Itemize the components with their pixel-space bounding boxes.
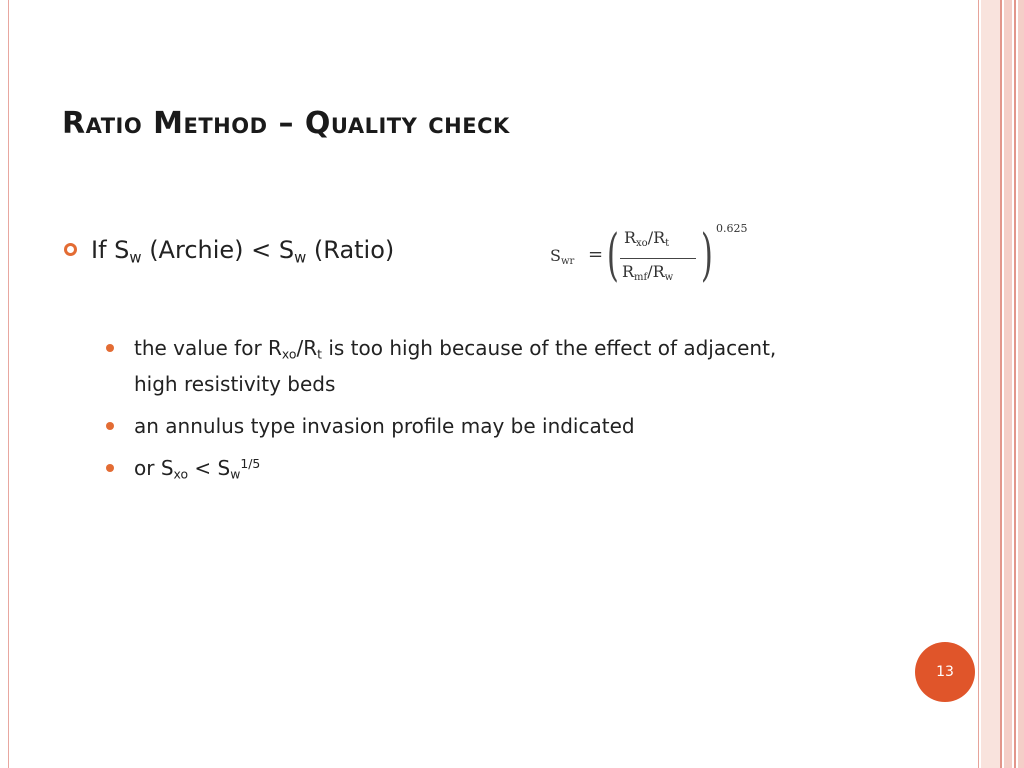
text: S bbox=[550, 246, 561, 265]
ratio-formula bbox=[548, 222, 758, 292]
bullet-dot-icon bbox=[106, 344, 114, 352]
bullet-dot-icon bbox=[106, 422, 114, 430]
subscript: w bbox=[129, 248, 142, 267]
text: /R bbox=[647, 262, 665, 281]
ring-bullet-icon bbox=[64, 243, 77, 256]
main-bullet bbox=[64, 236, 395, 267]
formula-numerator bbox=[624, 228, 669, 247]
text: is too high because of the effect of adjacent, high resistivity beds bbox=[134, 336, 777, 396]
text: R bbox=[622, 262, 635, 281]
formula-lhs bbox=[550, 246, 574, 265]
formula-exponent: 0.625 bbox=[716, 222, 748, 235]
stripe bbox=[1000, 0, 1002, 768]
formula-denominator bbox=[622, 262, 673, 281]
sub-bullet-list bbox=[104, 330, 804, 486]
stripe bbox=[1014, 0, 1016, 768]
text: (Archie) < S bbox=[141, 236, 295, 264]
left-border-line bbox=[8, 0, 9, 768]
subscript: xo bbox=[636, 238, 648, 249]
right-paren: ) bbox=[700, 223, 713, 288]
fraction-bar bbox=[620, 258, 696, 259]
slide-title: Ratio Method – Quality check bbox=[62, 106, 510, 141]
subscript: t bbox=[317, 346, 322, 362]
formula-equals: = bbox=[588, 244, 604, 265]
stripe bbox=[1004, 0, 1012, 768]
subscript: wr bbox=[560, 256, 575, 267]
text: If S bbox=[91, 236, 130, 264]
text: or S bbox=[134, 456, 174, 480]
subscript: xo bbox=[281, 346, 297, 362]
right-decorative-stripes bbox=[978, 0, 1024, 768]
subscript: w bbox=[230, 466, 241, 482]
stripe bbox=[1018, 0, 1024, 768]
subscript: xo bbox=[173, 466, 189, 482]
list-item bbox=[104, 408, 804, 444]
text: (Ratio) bbox=[306, 236, 395, 264]
left-paren: ( bbox=[606, 223, 619, 288]
text: R bbox=[624, 228, 637, 247]
list-item bbox=[104, 330, 804, 402]
bullet-dot-icon bbox=[106, 464, 114, 472]
text: the value for R bbox=[134, 336, 282, 360]
list-item bbox=[104, 450, 804, 486]
text: /R bbox=[647, 228, 666, 247]
superscript: 1/5 bbox=[240, 456, 261, 472]
subscript: t bbox=[665, 238, 670, 249]
text: /R bbox=[296, 336, 318, 360]
page-number-badge: 13 bbox=[915, 642, 975, 702]
subscript: w bbox=[664, 272, 674, 283]
stripe bbox=[981, 0, 1000, 768]
stripe bbox=[978, 0, 979, 768]
text: < S bbox=[188, 456, 231, 480]
subscript: w bbox=[294, 248, 307, 267]
text: an annulus type invasion profile may be indicated bbox=[134, 414, 635, 438]
subscript: mf bbox=[634, 272, 648, 283]
